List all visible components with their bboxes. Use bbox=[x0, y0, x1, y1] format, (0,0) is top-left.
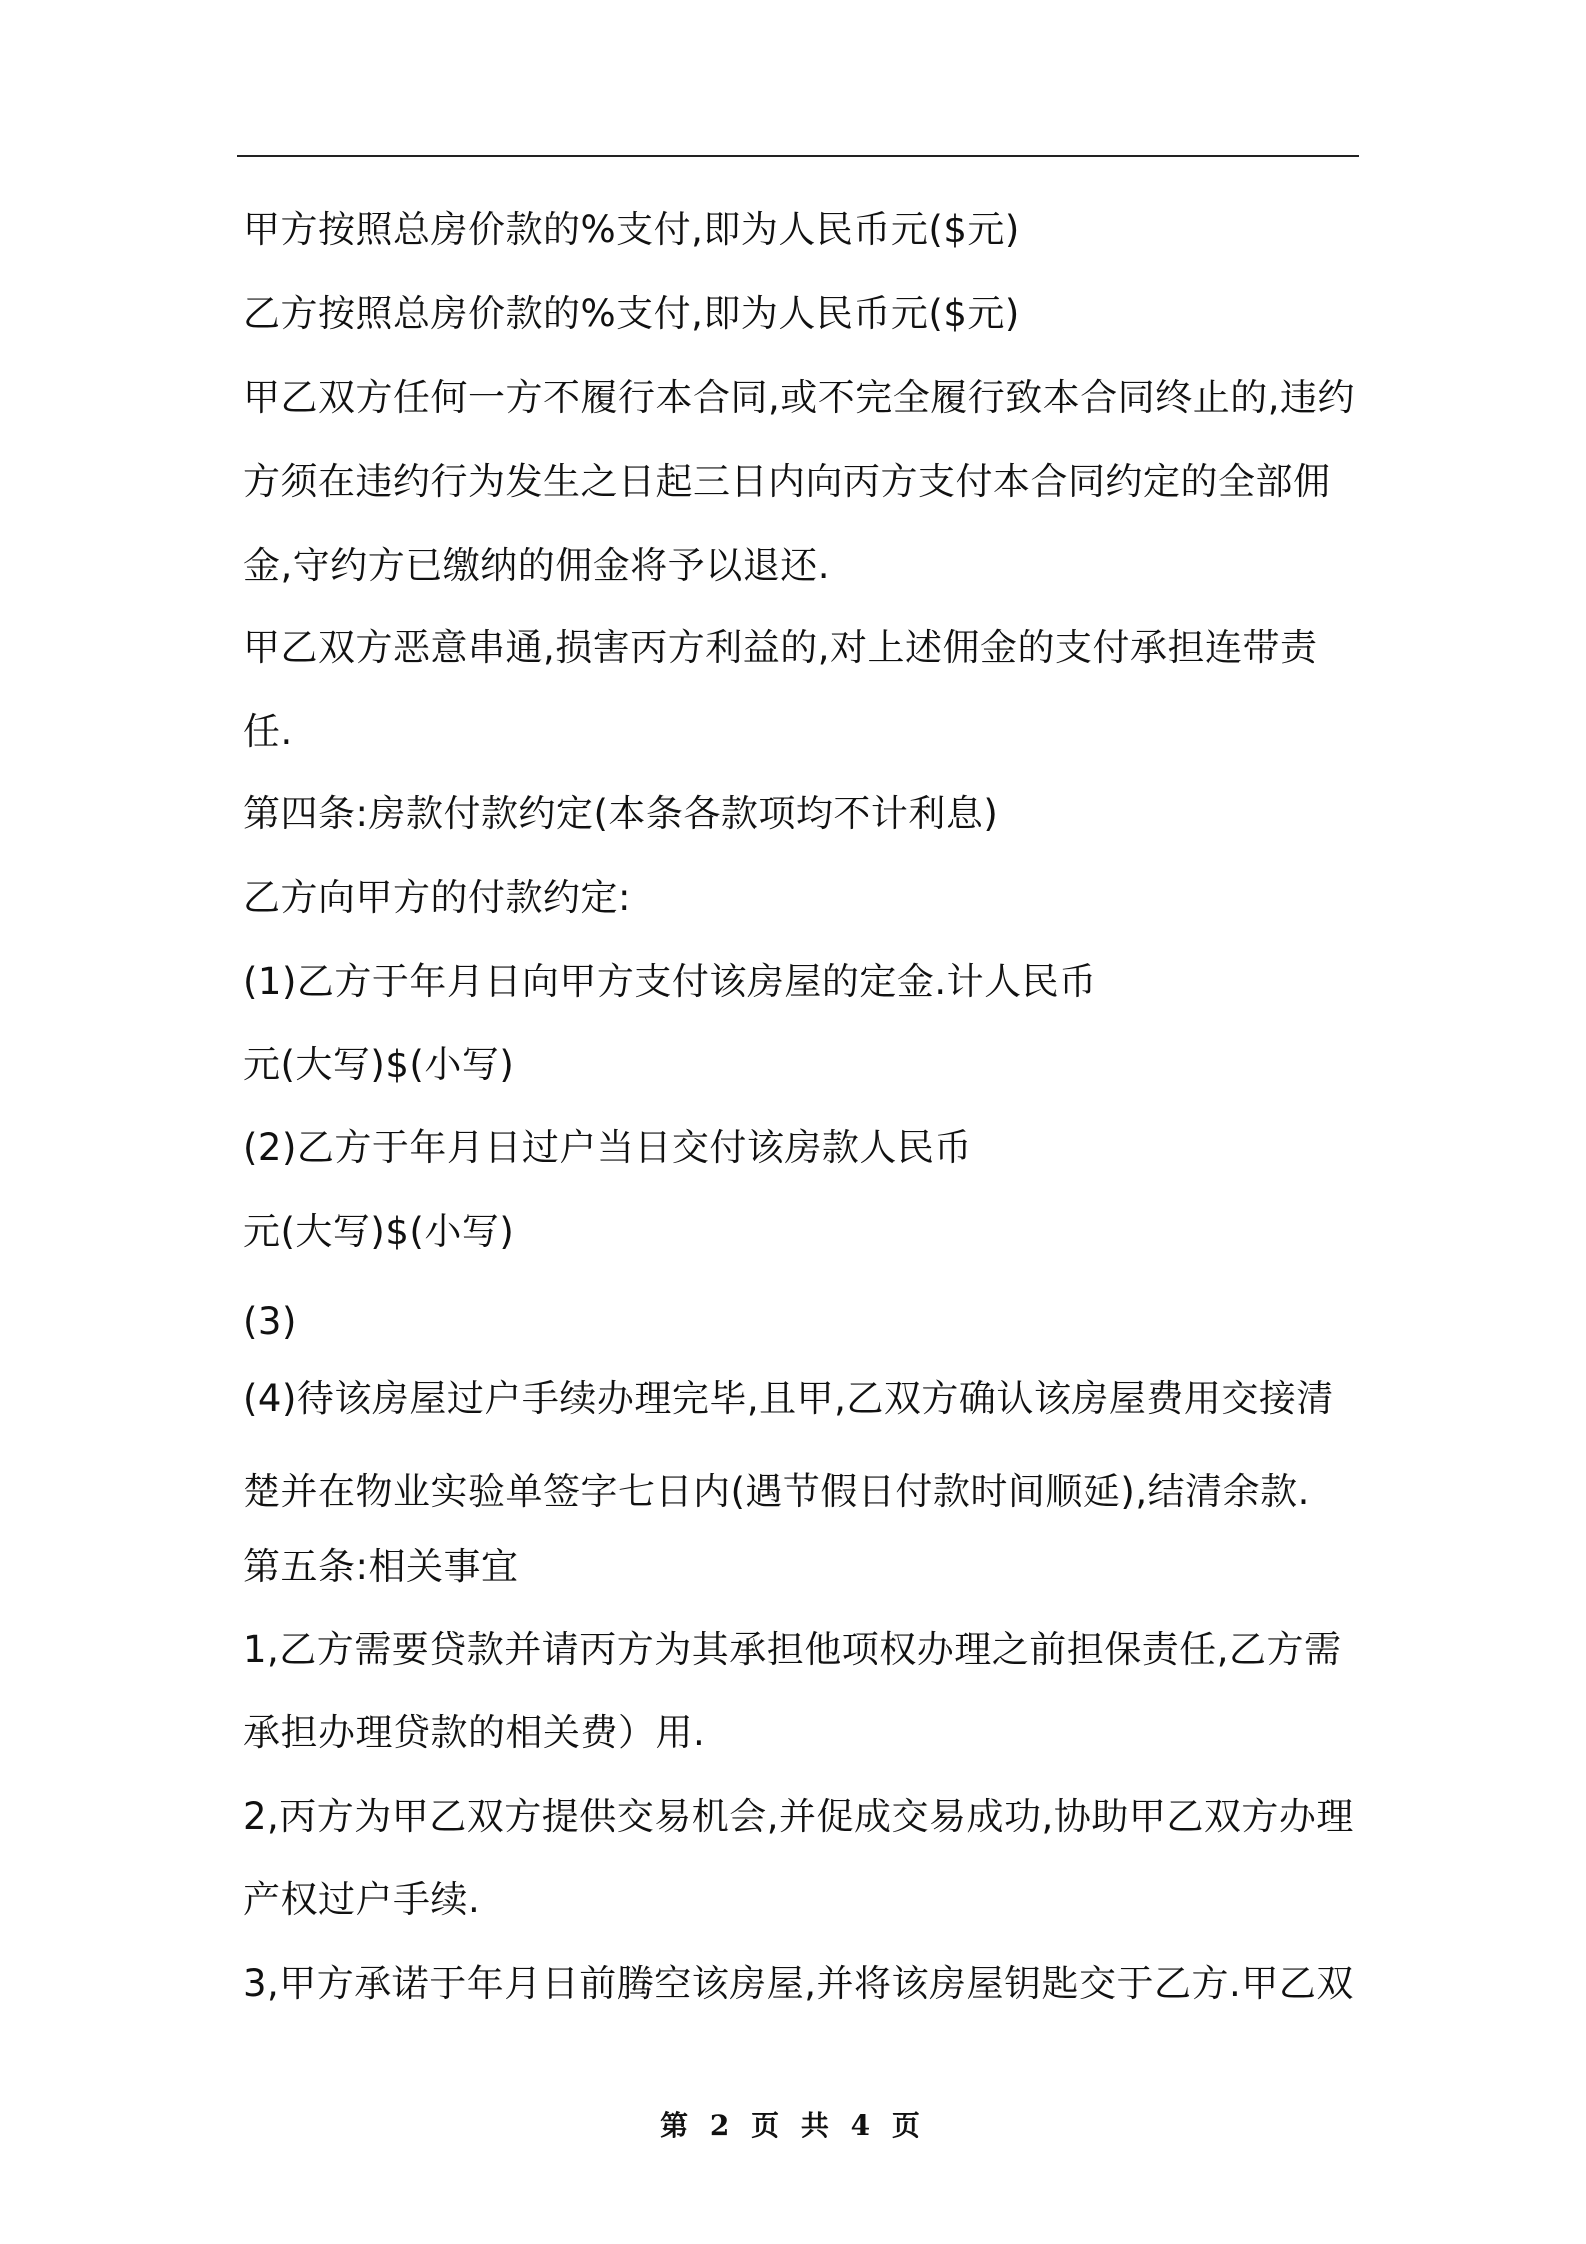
text-line: 任. bbox=[243, 710, 293, 753]
page-number: 第 2 页 共 4 页 bbox=[660, 2109, 926, 2142]
text-line: (3) bbox=[243, 1300, 297, 1343]
text-line: 1,乙方需要贷款并请丙方为其承担他项权办理之前担保责任,乙方需 bbox=[243, 1628, 1342, 1671]
text-line: 甲乙双方恶意串通,损害丙方利益的,对上述佣金的支付承担连带责 bbox=[243, 626, 1318, 669]
text-line: 甲方按照总房价款的%支付,即为人民币元($元) bbox=[243, 208, 1020, 251]
text-line: 乙方按照总房价款的%支付,即为人民币元($元) bbox=[243, 292, 1020, 335]
text-line: 2,丙方为甲乙双方提供交易机会,并促成交易成功,协助甲乙双方办理 bbox=[243, 1795, 1354, 1838]
header-rule bbox=[237, 155, 1359, 157]
text-line: (2)乙方于年月日过户当日交付该房款人民币 bbox=[243, 1126, 972, 1169]
text-line: 承担办理贷款的相关费）用. bbox=[243, 1711, 706, 1754]
text-line: 产权过户手续. bbox=[243, 1878, 481, 1921]
text-line: 乙方向甲方的付款约定: bbox=[243, 876, 631, 919]
section-heading: 第五条:相关事宜 bbox=[243, 1545, 519, 1588]
text-line: 甲乙双方任何一方不履行本合同,或不完全履行致本合同终止的,违约 bbox=[243, 376, 1356, 419]
text-line: 元(大写)$(小写) bbox=[243, 1210, 515, 1253]
text-line: (1)乙方于年月日向甲方支付该房屋的定金.计人民币 bbox=[243, 960, 1097, 1003]
text-line: 楚并在物业实验单签字七日内(遇节假日付款时间顺延),结清余款. bbox=[243, 1470, 1310, 1513]
text-line: (4)待该房屋过户手续办理完毕,且甲,乙双方确认该房屋费用交接清 bbox=[243, 1377, 1334, 1420]
section-heading: 第四条:房款付款约定(本条各款项均不计利息) bbox=[243, 792, 999, 835]
text-line: 3,甲方承诺于年月日前腾空该房屋,并将该房屋钥匙交于乙方.甲乙双 bbox=[243, 1962, 1354, 2005]
text-line: 元(大写)$(小写) bbox=[243, 1043, 515, 1086]
text-line: 方须在违约行为发生之日起三日内向丙方支付本合同约定的全部佣 bbox=[243, 460, 1331, 503]
text-line: 金,守约方已缴纳的佣金将予以退还. bbox=[243, 544, 831, 587]
